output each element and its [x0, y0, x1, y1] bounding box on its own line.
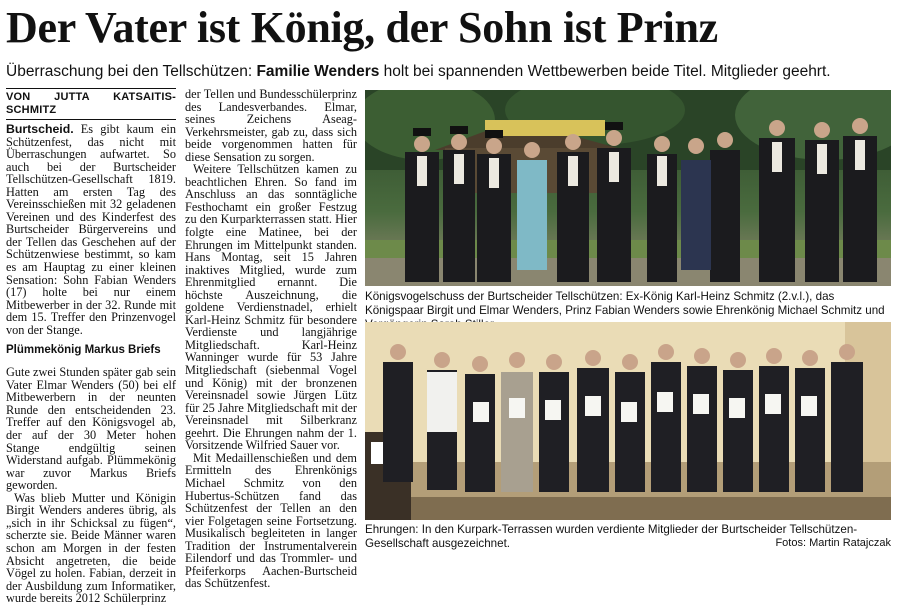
photo-royal-group-illustration: [365, 90, 891, 286]
subline-text-end: holt bei spannenden Wettbewerben beide Titel. Mitglieder geehrt.: [379, 63, 831, 80]
photo-caption-1: Königsvogelschuss der Burtscheider Tellschützen: Ex-König Karl-Heinz Schmitz (2.v.l.), das Königspaar Birgit und Elmar Wenders, Prinz Fabian Wenders sowie Ehrenkönig Michael Schmitz und: [365, 290, 885, 317]
photo-credit: Fotos: Martin Ratajczak: [775, 537, 891, 549]
section-subheading: Plümmekönig Markus Briefs: [6, 344, 161, 357]
dateline-place: Burtscheid.: [6, 122, 74, 136]
paragraph-3: Was blieb Mutter und Königin Birgit Wenders anderes übrig, als „sich in ihr Schicksal zu fügen“, scherzte sie. Beide Männer waren schon am Morgen in der festen Absicht angetreten, die beide Vögel zu holen. Fabian, derzeit in der Ausbildung zum Informatiker, wurde bereits 2012 Schülerprinz: [6, 490, 176, 605]
text-column-1: [6, 88, 176, 605]
text-column-2: [185, 88, 357, 590]
paragraph-intro-text: Es gibt kaum ein Schützenfest, das nicht mit Überraschungen aufwartet. So auch bei der Burtscheider Tellschützen-Gesellschaft 1819. Hatten am ersten Tag des Vereinsschießen mit 32 geladenen Vereinen und des Kinderfest des Burtscheider Bürgervereins und der Tellen das Geschehen auf der Schützenwiese bestimmt, so kam es am Hauptag zu einer kleinen Sensation: Sohn Fabian Wenders (17) holte bei nur einem Mitbewerber in der 32. Runde mit dem 15. Treffer den Prinzenvogel von der Stange.: [6, 122, 176, 337]
photo-caption-2: Ehrungen: In den Kurpark-Terrassen wurden verdiente Mitglieder der Burtscheider Tellschützen-Gesellschaft ausgezeichnet.: [365, 523, 858, 550]
paragraph-5: Weitere Tellschützen kamen zu beachtlichen Ehren. So fand im Anschluss an das sonntägliche Festhochamt ein großer Festzug zu den Kurparkterrassen statt. Hier folgte eine Matinee, bei der Ehrungen im Mittelpunkt standen. Hans Montag, seit 15 Jahren inaktives Mitglied, wurde zum Ehrenmitglied ernannt. Die höchste Auszeichnung, die goldene Verdienstnadel, erhielt Karl-Heinz Schmitz für besondere Verdienste und langjährige Mitgliedschaft. Karl-Heinz Wanninger wurde für 53 Jahre Mitgliedschaft (siebenmal Vogel und König) mit der bronzenen Vereinsnadel sowie Jürgen Lütz für 25 Jahre Mitgliedschaft mit der Vereinsnadel mit Silberkranz geehrt. Die Ehrungen nahm der 1. Vorsitzende Wilfried Sauer vor.: [185, 162, 357, 453]
subline-highlight: Familie Wenders: [256, 63, 380, 80]
article-subline: [6, 62, 896, 82]
subline-text-start: Überraschung bei den Tellschützen:: [6, 63, 257, 80]
paragraph-2: Gute zwei Stunden später gab sein Vater Elmar Wenders (50) bei elf Mitbewerbern in der neunten Runde den entscheidenden 23. Treffer auf den Königsvogel ab, der auf der 30 Meter hohen Stange endgültig seinen Widerstand aufgab. Plümmekönig war zuvor Markus Briefs geworden.: [6, 365, 176, 493]
photo-honored-members: [365, 322, 891, 520]
article-headline: Der Vater ist König, der Sohn ist Prinz: [6, 3, 718, 52]
paragraph-intro: [6, 123, 176, 336]
photo-royal-group: [365, 90, 891, 286]
paragraph-6: Mit Medaillenschießen und dem Ermitteln des Ehrenkönigs Michael Schmitz von den Hubertus-Schützen fand das Schützenfest der Tellen an den vier Folgetagen seine Fortsetzung. Musikalisch begleiteten in langer Tradition der Instrumentalverein Eilendorf und das Trommler- und Pfeiferkorps Aachen-Burtscheid das Schützenfest.: [185, 450, 357, 591]
paragraph-4: der Tellen und Bundesschülerprinz des Landesverbandes. Elmar, seines Zeichens Aseag-Verkehrsmeister, gab zu, dass sich beide vorgenommen hatten für diese Sensation zu sorgen.: [185, 87, 357, 164]
photo-honored-members-illustration: [365, 322, 891, 520]
author-byline: VON JUTTA KATSAITIS-SCHMITZ: [6, 88, 176, 120]
